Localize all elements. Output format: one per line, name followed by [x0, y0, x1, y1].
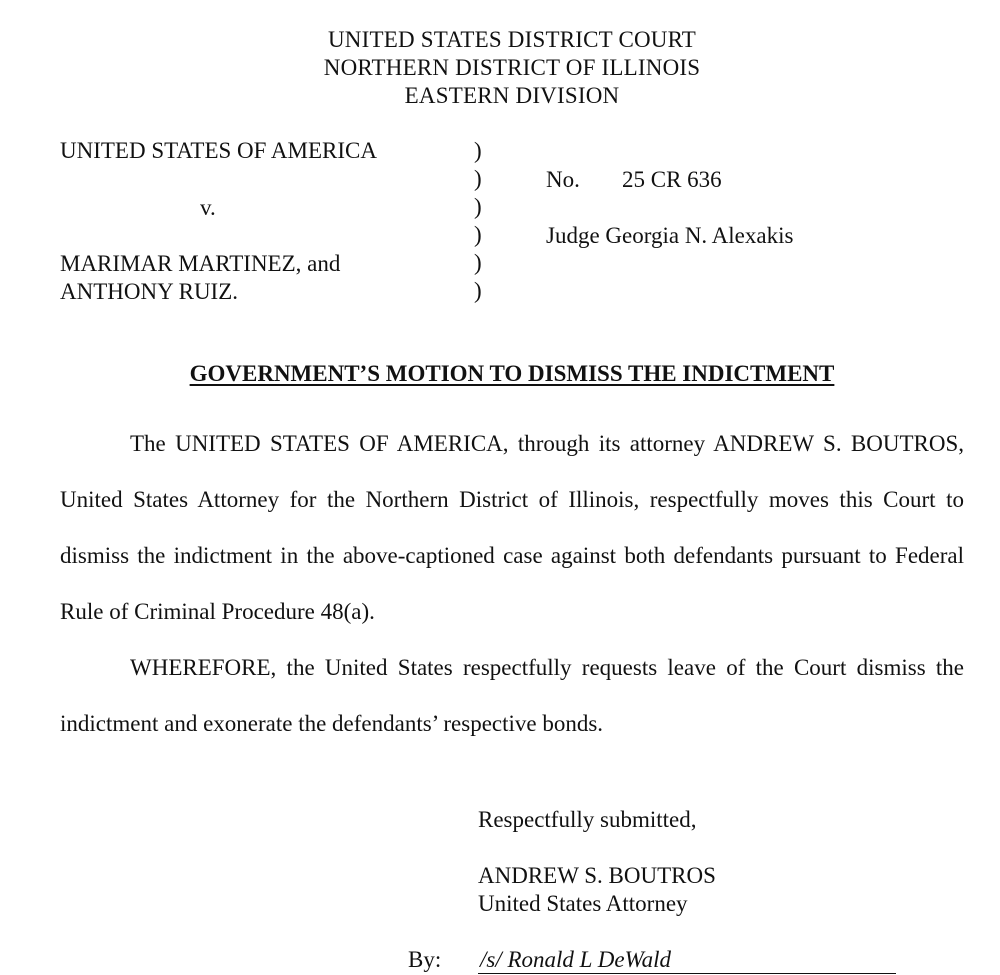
- case-number-label: No.: [546, 167, 580, 192]
- defendant-line-2: ANTHONY RUIZ.: [60, 279, 239, 304]
- by-label: By:: [408, 947, 442, 972]
- closing-text: Respectfully submitted,: [478, 807, 697, 832]
- motion-title: GOVERNMENT’S MOTION TO DISMISS THE INDICTMENT: [189, 361, 835, 386]
- signature-line: [408, 946, 896, 974]
- court-header: [0, 26, 1000, 110]
- court-name: UNITED STATES DISTRICT COURT: [327, 27, 697, 52]
- judge-name: Judge Georgia N. Alexakis: [546, 223, 794, 248]
- caption-paren: ): [474, 194, 482, 219]
- court-district: NORTHERN DISTRICT OF ILLINOIS: [323, 55, 701, 80]
- caption-paren: ): [474, 138, 482, 163]
- defendant-line-1: MARIMAR MARTINEZ, and: [60, 251, 341, 276]
- case-number-value: 25 CR 636: [622, 167, 722, 192]
- motion-body: [60, 416, 964, 752]
- body-paragraph-1: The UNITED STATES OF AMERICA, through its attorney ANDREW S. BOUTROS, United States Attorney for the Northern District of Illinois, respectfully moves this Court to dismiss the indictment in the above-captioned case against both defendants pursuant to Federal Rule of Criminal Procedure 48(a).: [60, 431, 964, 624]
- attorney-name: ANDREW S. BOUTROS: [478, 863, 716, 888]
- caption-paren: ): [474, 250, 482, 275]
- caption-paren: ): [474, 278, 482, 303]
- attorney-title: United States Attorney: [478, 891, 688, 916]
- case-number: [546, 166, 722, 194]
- electronic-signature: /s/ Ronald L DeWald: [478, 947, 896, 974]
- body-paragraph-2: WHEREFORE, the United States respectfully requests leave of the Court dismiss the indictment and exonerate the defendants’ respective bonds.: [60, 655, 964, 736]
- caption-paren: ): [474, 166, 482, 191]
- versus-label: v.: [200, 195, 216, 220]
- caption-parentheses: [474, 137, 494, 305]
- court-division: EASTERN DIVISION: [404, 83, 620, 108]
- caption-paren: ): [474, 222, 482, 247]
- plaintiff-name: UNITED STATES OF AMERICA: [60, 138, 377, 163]
